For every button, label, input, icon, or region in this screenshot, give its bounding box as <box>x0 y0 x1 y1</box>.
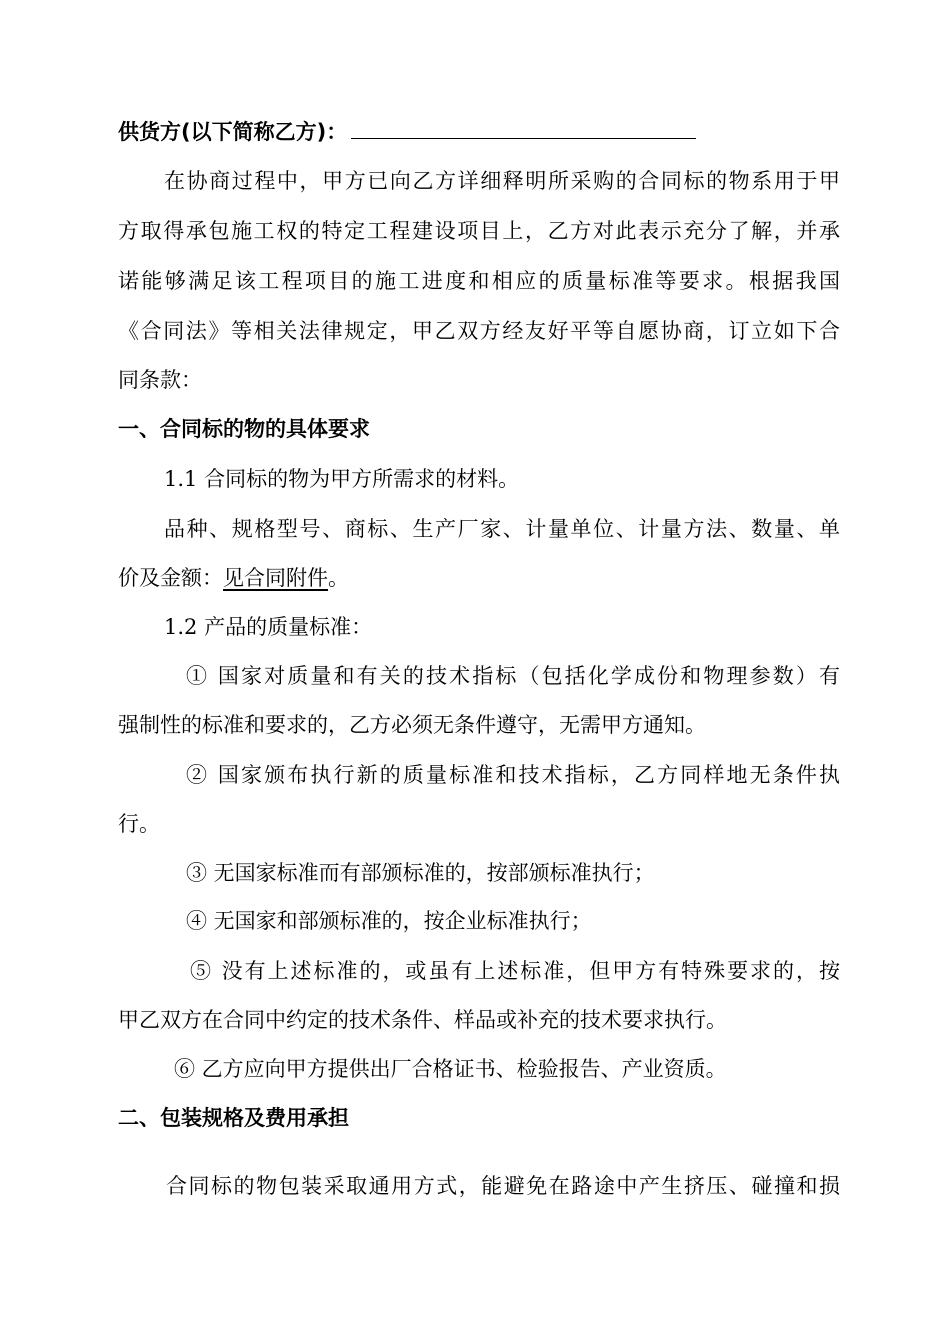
quality-item-2-line-1: ② 国家颁布执行新的质量标准和技术指标，乙方同样地无条件执 <box>186 763 840 787</box>
intro-line-3: 诺能够满足该工程项目的施工进度和相应的质量标准等要求。根据我国 <box>118 269 840 293</box>
quality-item-6: ⑥ 乙方应向甲方提供出厂合格证书、检验报告、产业资质。 <box>174 1057 727 1081</box>
packaging-line-1: 合同标的物包装采取通用方式，能避免在路途中产生挤压、碰撞和损 <box>166 1174 840 1198</box>
quality-item-1-line-2: 强制性的标准和要求的，乙方必须无条件遵守，无需甲方通知。 <box>118 713 706 737</box>
supplier-label: 供货方(以下简称乙方)： <box>118 120 348 144</box>
intro-line-5: 同条款： <box>118 368 202 392</box>
clause-1-2: 1.2 产品的质量标准： <box>164 615 373 639</box>
section-2-heading: 二、包装规格及费用承担 <box>118 1106 349 1130</box>
intro-line-4: 《合同法》等相关法律规定，甲乙双方经友好平等自愿协商，订立如下合 <box>118 319 840 343</box>
items-line-2-suffix: 。 <box>328 566 349 590</box>
quality-item-2-line-2: 行。 <box>118 812 160 836</box>
contract-attachment-link[interactable]: 见合同附件 <box>223 566 328 590</box>
supplier-line <box>118 116 696 147</box>
intro-line-2: 方取得承包施工权的特定工程建设项目上，乙方对此表示充分了解，并承 <box>118 219 840 243</box>
quality-item-3: ③ 无国家标准而有部颁标准的，按部颁标准执行； <box>186 861 655 885</box>
items-line-1: 品种、规格型号、商标、生产厂家、计量单位、计量方法、数量、单 <box>164 517 840 541</box>
supplier-blank-field[interactable] <box>351 116 696 139</box>
quality-item-5-line-1: ⑤ 没有上述标准的，或虽有上述标准，但甲方有特殊要求的，按 <box>190 959 840 983</box>
quality-item-4: ④ 无国家和部颁标准的，按企业标准执行； <box>186 909 592 933</box>
clause-1-1: 1.1 合同标的物为甲方所需求的材料。 <box>164 467 520 491</box>
intro-line-1: 在协商过程中，甲方已向乙方详细释明所采购的合同标的物系用于甲 <box>164 169 840 193</box>
items-line-2 <box>118 563 349 593</box>
quality-item-5-line-2: 甲乙双方在合同中约定的技术条件、样品或补充的技术要求执行。 <box>118 1008 727 1032</box>
section-1-heading: 一、合同标的物的具体要求 <box>118 417 370 441</box>
quality-item-1-line-1: ① 国家对质量和有关的技术指标（包括化学成份和物理参数）有 <box>186 664 840 688</box>
items-line-2-prefix: 价及金额： <box>118 566 223 590</box>
